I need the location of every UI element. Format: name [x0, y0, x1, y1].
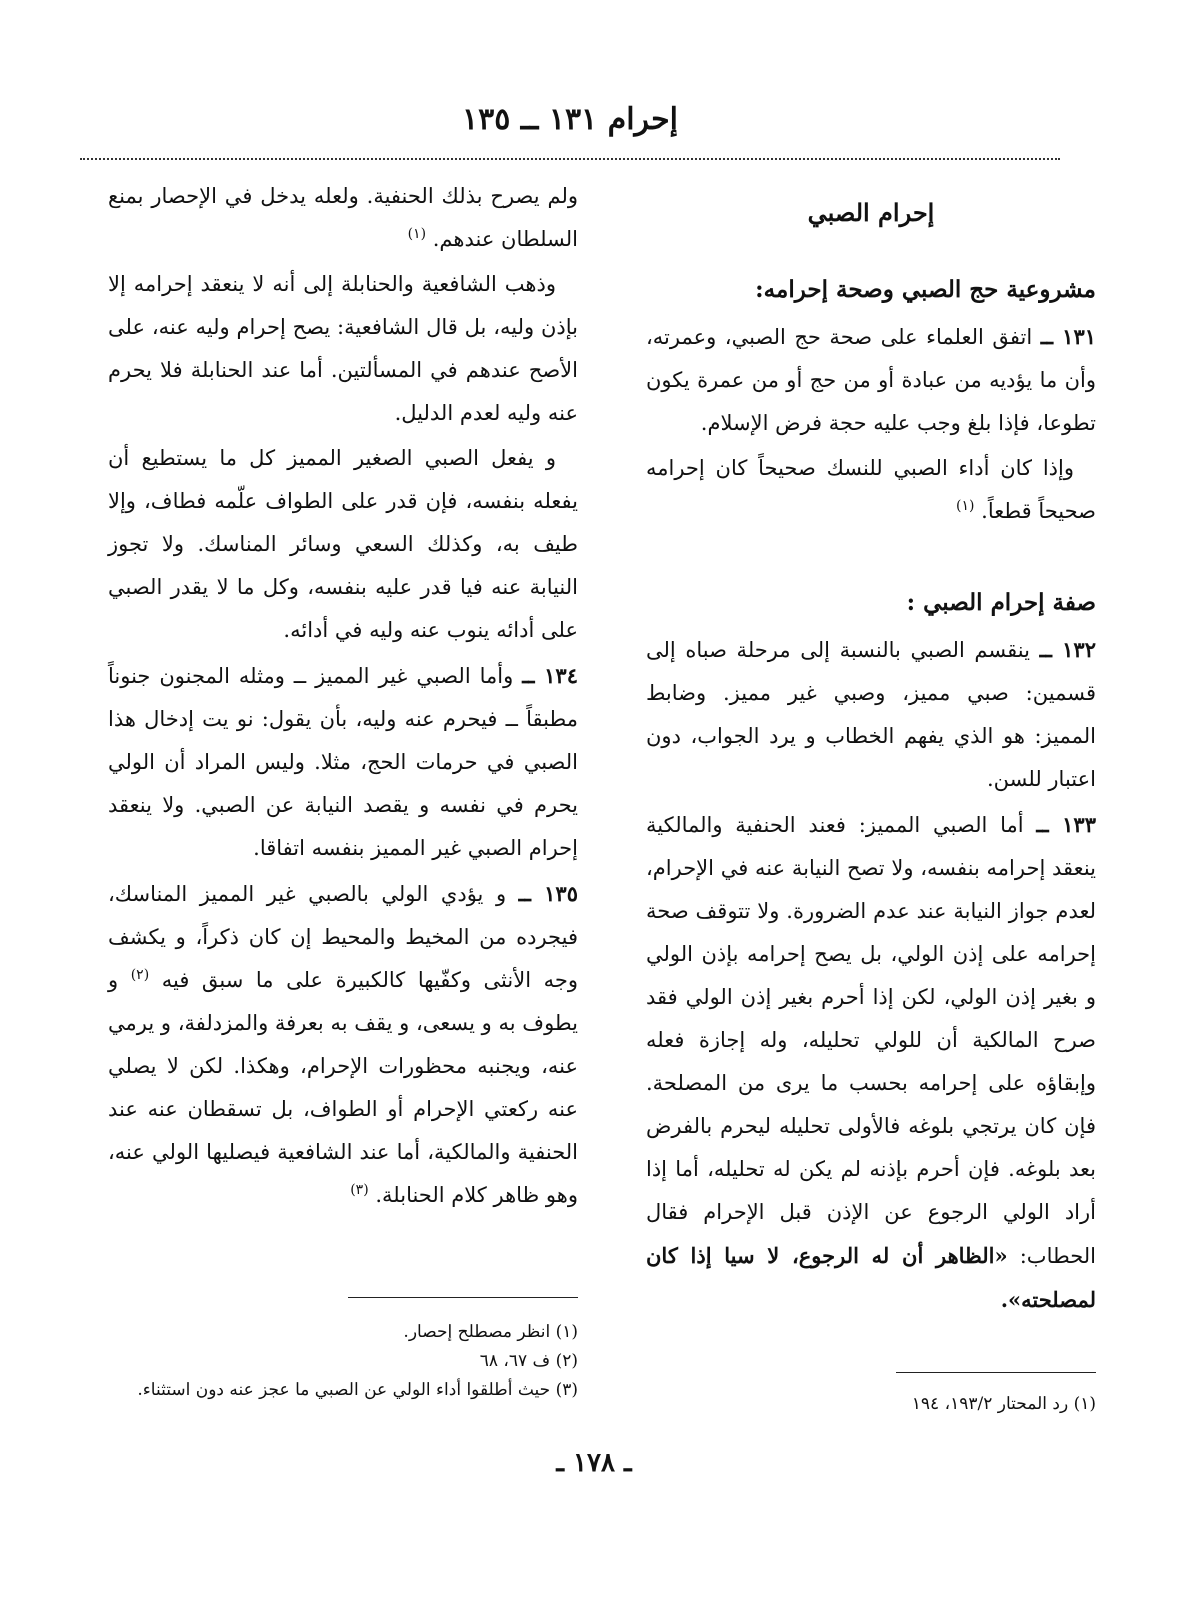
footnote-ref: (١) [956, 498, 975, 514]
footnote-divider-left [348, 1297, 578, 1298]
paragraph-text: اتفق العلماء على صحة حج الصبي، وعمرته، وأن ما يؤديه من عبادة أو من حج أو من عمرة يكون تطوعا، فإذا بلغ وجب عليه حجة فرض الإسلام. [646, 325, 1096, 435]
footnotes-left [108, 1318, 578, 1405]
paragraph-number: ١٣١ ــ [1040, 324, 1097, 349]
paragraph-text: وأما الصبي غير المميز ــ ومثله المجنون جنوناً مطبقاً ــ فيحرم عنه وليه، بأن يقول: نو يت إدخال هذا الصبي في حرمات الحج، مثلا. وليس المراد أن الولي يحرم في نفسه و يقصد النيابة عن الصبي. ولا ينعقد إحرام الصبي غير المميز بنفسه اتفاقا. [108, 664, 578, 860]
paragraph-young-child: و يفعل الصبي الصغير المميز كل ما يستطيع أن يفعله بنفسه، فإن قدر على الطواف علّمه فطاف، وإلا طيف به، وكذلك السعي وسائر المناسك. ولا تجوز النيابة عنه فيا قدر عليه بنفسه، وكل ما لا يقدر الصبي على أدائه ينوب عنه وليه في أدائه. [108, 446, 578, 642]
paragraph-135 [108, 872, 578, 1217]
footnote-item: (٢) ف ٦٧، ٦٨ [479, 1351, 578, 1371]
paragraph-number: ١٣٣ ــ [1036, 812, 1096, 837]
paragraph-shafii: وذهب الشافعية والحنابلة إلى أنه لا ينعقد إحرامه إلا بإذن وليه، بل قال الشافعية: يصح إحرام وليه عنه، على الأصح عندهم في المسألتين. أما عند الحنابلة فلا يحرم عنه وليه لعدم الدليل. [108, 272, 578, 425]
header-dotted-rule [80, 158, 1060, 160]
quotation: «الظاهر أن له الرجوع، لا سيا إذا كان لمصلحته». [646, 1243, 1096, 1312]
paragraph-text: أما الصبي المميز: فعند الحنفية والمالكية ينعقد إحرامه بنفسه، ولا تصح النيابة عنه في الإحرام، لعدم جواز النيابة عند عدم الضرورة. ولا تتوقف صحة إحرامه على إذن الولي، بل يصح إحرامه بإذن الولي و بغير إذن الولي، لكن إذا أحرم بغير إذن الولي فقد صرح المالكية أن للولي تحليله، وله إجازة فعله وإبقاؤه على إحرامه بحسب ما يرى من المصلحة. فإن كان يرتجي بلوغه فالأولى تحليله ليحرم بالفرض بعد بلوغه. فإن أحرم بإذنه لم يكن له تحليله، أما إذا أراد الولي الرجوع عن الإذن قبل الإحرام فقال الحطاب: [646, 813, 1096, 1268]
footnote-item: (٣) حيث أطلقوا أداء الولي عن الصبي ما عجز عنه دون استثناء. [137, 1380, 578, 1400]
paragraph-text: و يؤدي الولي بالصبي غير المميز المناسك، فيجرده من المخيط والمحيط إن كان ذكراً، و يكشف وجه الأنثى وكفّيها كالكبيرة على ما سبق فيه [108, 882, 578, 992]
footnote-item: (١) انظر مصطلح إحصار. [403, 1322, 578, 1342]
page-header-title: إحرام ١٣١ ــ ١٣٥ [462, 102, 678, 137]
paragraph-131-cont [646, 447, 1096, 533]
paragraph-number: ١٣٢ ــ [1039, 637, 1096, 662]
footnotes-right [646, 1390, 1096, 1419]
footnote-ref: (١) [407, 226, 427, 242]
paragraph-number: ١٣٤ ــ [522, 663, 578, 688]
right-column [646, 175, 1096, 1324]
section-title: إحرام الصبي [807, 198, 935, 227]
subheading-description: صفة إحرام الصبي : [906, 589, 1096, 616]
paragraph-133 [646, 803, 1096, 1322]
paragraph-text: ينقسم الصبي بالنسبة إلى مرحلة صباه إلى قسمين: صبي مميز، وصبي غير مميز. وضابط المميز: هو الذي يفهم الخطاب و يرد الجواب، دون اعتبار للسن. [646, 638, 1096, 791]
paragraph-131 [646, 315, 1096, 445]
paragraph-text: و يطوف به و يسعى، و يقف به بعرفة والمزدلفة، و يرمي عنه، ويجنبه محظورات الإحرام، وهكذا. لكن لا يصلي عنه ركعتي الإحرام أو الطواف، بل تسقطان عنه عند الحنفية والمالكية، أما عند الشافعية فيصليها الولي عنه، وهو ظاهر كلام الحنابلة. [108, 968, 578, 1207]
paragraph-text: ولم يصرح بذلك الحنفية. ولعله يدخل في الإحصار بمنع السلطان عندهم. [108, 184, 578, 251]
footnote-item: (١) رد المحتار ١٩٣/٢، ١٩٤ [911, 1394, 1096, 1414]
footnote-ref: (٣) [350, 1182, 369, 1198]
footnote-divider-right [896, 1372, 1096, 1373]
paragraph-134 [108, 654, 578, 870]
footnote-ref: (٢) [130, 967, 150, 983]
subheading-legitimacy: مشروعية حج الصبي وصحة إحرامه: [755, 276, 1096, 303]
left-column [108, 175, 578, 1219]
paragraph-number: ١٣٥ ــ [518, 881, 578, 906]
page-number: ـ ١٧٨ ـ [556, 1448, 632, 1478]
paragraph-text: وإذا كان أداء الصبي للنسك صحيحاً كان إحرامه صحيحاً قطعاً. [646, 456, 1096, 523]
paragraph-continuation [108, 175, 578, 261]
paragraph-132 [646, 628, 1096, 801]
